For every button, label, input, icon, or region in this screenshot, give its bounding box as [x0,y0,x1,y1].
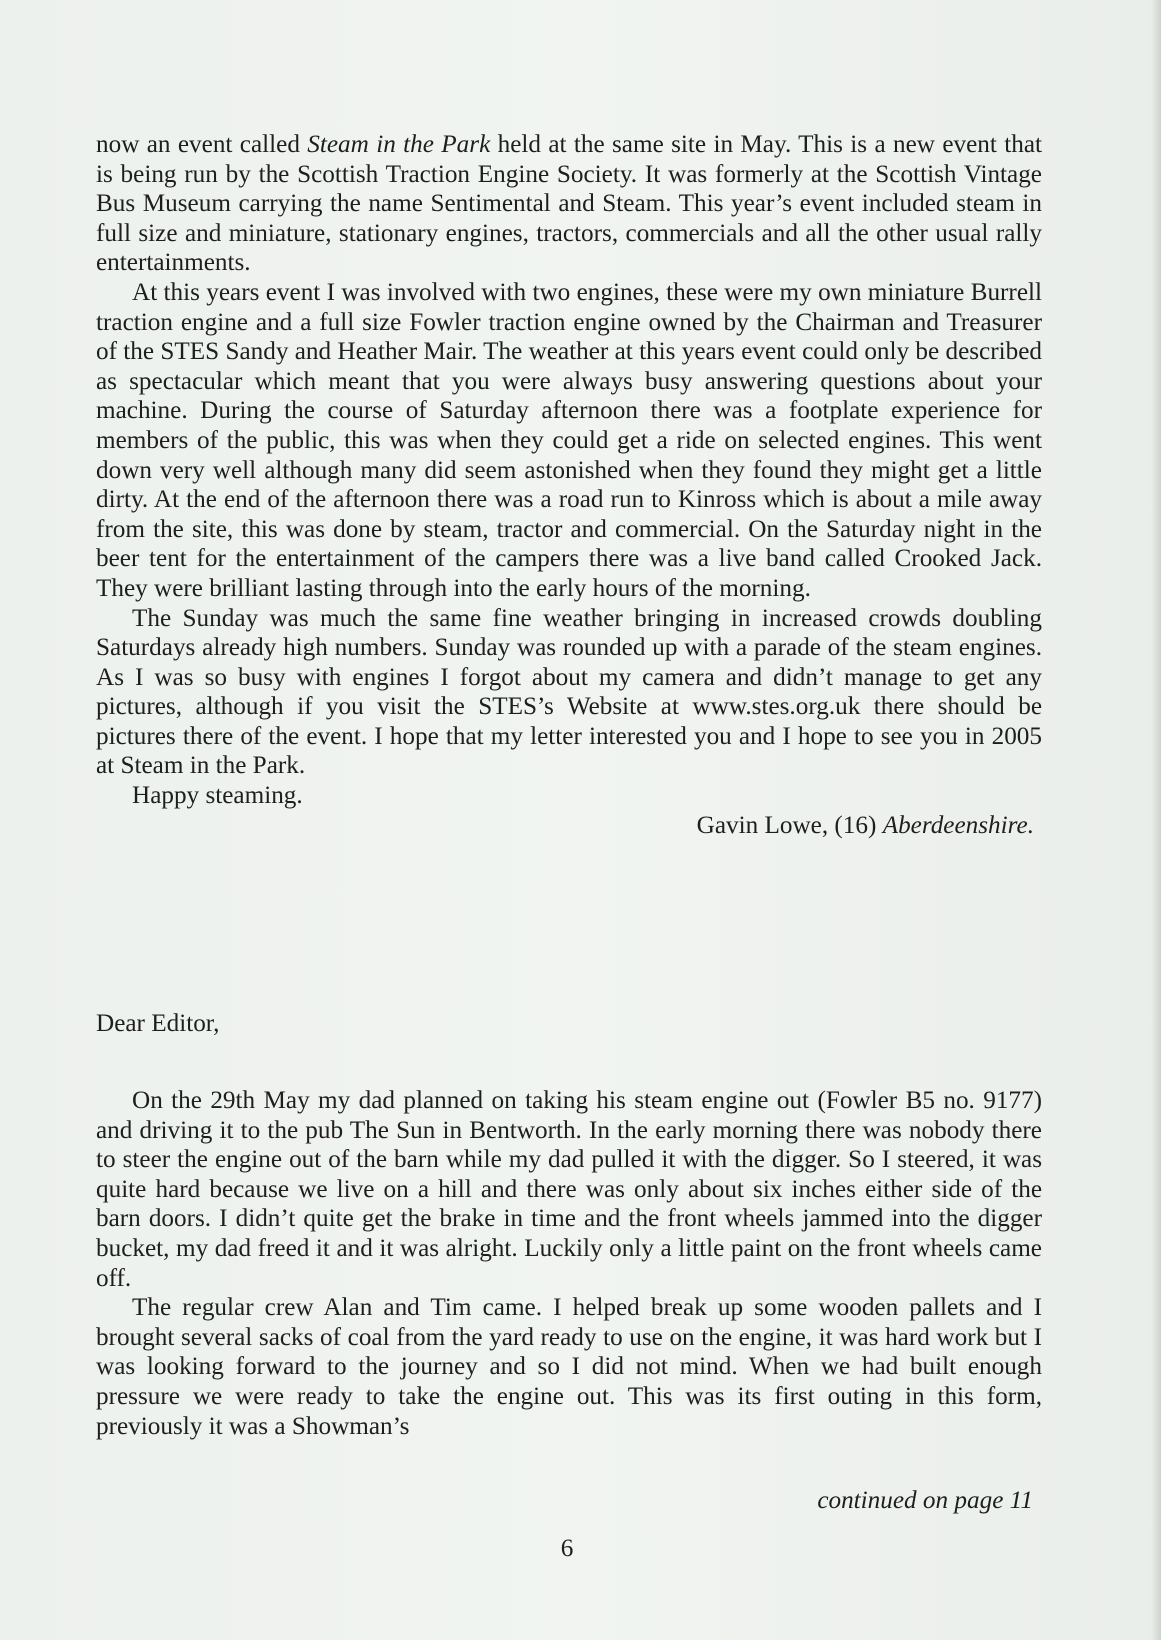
letter1-p1-start: now an event called [96,131,308,158]
letter1-sign-off: Happy steaming. [132,782,303,810]
signature-place: Aberdeenshire. [882,811,1034,839]
continued-note: continued on page 11 [817,1487,1033,1514]
letter2-greeting: Dear Editor, [96,1010,220,1037]
letter1-signature [96,811,1042,841]
letter2-paragraph-2: The regular crew Alan and Tim came. I helped break up some wooden pallets and I brought several sacks of coal from the yard ready to use on the engine, it was hard work but I was looking forward to the journey and so I did not mind. When we had built enough pressure we were ready to take the engine out. This was its first outing in this form, previously it was a Showman’s [96,1294,1042,1440]
letter-steam-engine [96,1086,1042,1441]
letter2-paragraph-1: On the 29th May my dad planned on taking his steam engine out (Fowler B5 no. 9177) and driving it to the pub The Sun in Bentworth. In the early morning there was nobody there to steer the engine out of the barn while my dad pulled it with the digger. So I steered, it was quite hard because we live on a hill and there was only about six inches either side of the barn doors. I didn’t quite get the brake in time and the front wheels jammed into the digger bucket, my dad freed it and it was alright. Luckily only a little paint on the front wheels came off. [96,1087,1042,1292]
letter1-paragraph-1 [96,130,1042,278]
letter1-paragraph-2: At this years event I was involved with two engines, these were my own miniature Burrell traction engine and a full size Fowler traction engine owned by the Chairman and Treasurer of the STES Sandy and Heather Mair. The weather at this years event could only be described as spectacular which meant that you were always busy answering questions about your machine. During the course of Saturday afternoon there was a footplate experience for members of the public, this was when they could get a ride on selected engines. This went down very well although many did seem astonished when they found they might get a little dirty. At the end of the afternoon there was a road run to Kinross which is about a mile away from the site, this was done by steam, tractor and commercial. On the Saturday night in the beer tent for the entertainment of the campers there was a live band called Crooked Jack. They were brilliant lasting through into the early hours of the morning. [96,278,1042,602]
signature-name: Gavin Lowe, (16) [696,811,883,839]
letter-gavin-lowe [96,130,1042,840]
page-number: 6 [560,1535,574,1562]
letter1-paragraph-3: The Sunday was much the same fine weather bringing in increased crowds doubling Saturdays already high numbers. Sunday was rounded up with a parade of the steam engines. As I was so busy with engines I forgot about my camera and didn’t manage to get any pictures, although if you visit the STES’s Website at www.stes.org.uk there should be pictures there of the event. I hope that my letter interested you and I hope to see you in 2005 at Steam in the Park. [96,604,1042,780]
event-name-italic: Steam in the Park [307,131,491,158]
letter1-p1-rest: held at the same site in May. This is a new event that is being run by the Scottish Traction Engine Society. It was formerly at the Scottish Vintage Bus Museum carrying the name Sentimental and Steam. This year’s event included steam in full size and miniature, stationary engines, tractors, commercials and all the other usual rally entertainments. [96,131,1042,277]
page-spine-shadow [1151,0,1161,1640]
